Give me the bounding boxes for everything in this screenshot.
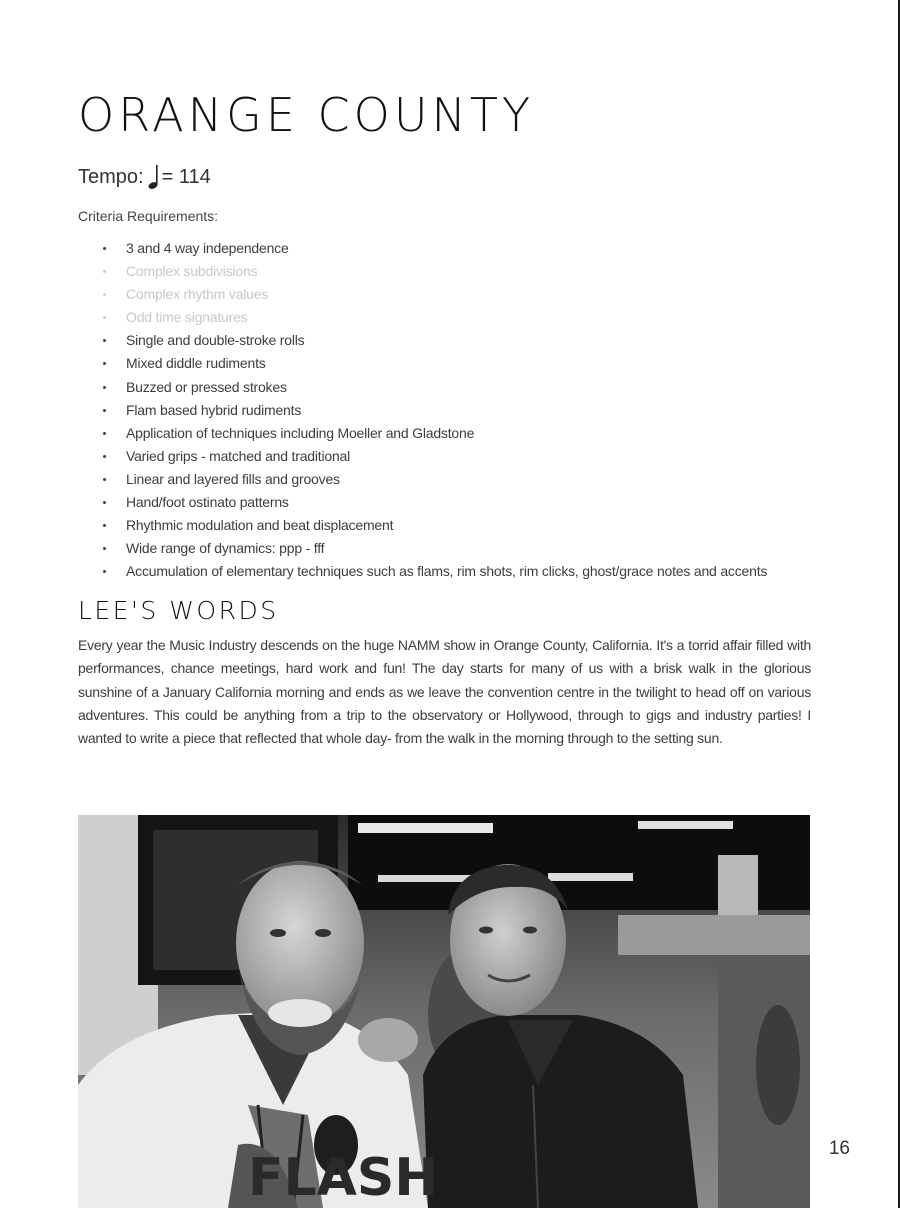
criteria-list — [126, 237, 767, 583]
quarter-note-icon — [146, 164, 160, 190]
criteria-item: Single and double-stroke rolls — [126, 329, 767, 352]
tempo-value: = 114 — [161, 165, 211, 188]
criteria-item: Varied grips - matched and traditional — [126, 445, 767, 468]
page-title: ORANGE COUNTY — [78, 88, 535, 142]
criteria-item: Mixed diddle rudiments — [126, 352, 767, 375]
criteria-item: Buzzed or pressed strokes — [126, 376, 767, 399]
tempo-label: Tempo: — [78, 165, 144, 188]
criteria-item: 3 and 4 way independence — [126, 237, 767, 260]
criteria-item: Linear and layered fills and grooves — [126, 468, 767, 491]
criteria-item: Complex rhythm values — [126, 283, 767, 306]
criteria-label: Criteria Requirements: — [78, 208, 219, 224]
section-heading-lees-words: LEE'S WORDS — [78, 596, 279, 625]
photo-two-men-at-namm — [78, 815, 810, 1208]
criteria-item: Wide range of dynamics: ppp - fff — [126, 537, 767, 560]
criteria-item: Accumulation of elementary techniques such as flams, rim shots, rim clicks, ghost/grace notes and accents — [126, 560, 767, 583]
page-number: 16 — [828, 1138, 850, 1159]
criteria-item: Complex subdivisions — [126, 260, 767, 283]
criteria-item: Rhythmic modulation and beat displacement — [126, 514, 767, 537]
criteria-item: Odd time signatures — [126, 306, 767, 329]
lees-words-paragraph: Every year the Music Industry descends on the huge NAMM show in Orange County, California. It's a torrid affair filled with performances, chance meetings, hard work and fun! The day starts for many of us with a brisk walk in the glorious sunshine of a January California morning and ends as we leave the convention centre in the twilight to head off on various adventures. This could be anything from a trip to the observatory or Hollywood, through to gigs and industry parties! I wanted to write a piece that reflected that whole day- from the walk in the morning through to the setting sun. — [78, 637, 811, 747]
criteria-item: Flam based hybrid rudiments — [126, 399, 767, 422]
photo-illustration — [78, 815, 810, 1208]
criteria-item: Hand/foot ostinato patterns — [126, 491, 767, 514]
criteria-item: Application of techniques including Moeller and Gladstone — [126, 422, 767, 445]
tempo-line — [78, 164, 211, 190]
shirt-print-text: FLASH — [248, 1148, 438, 1208]
